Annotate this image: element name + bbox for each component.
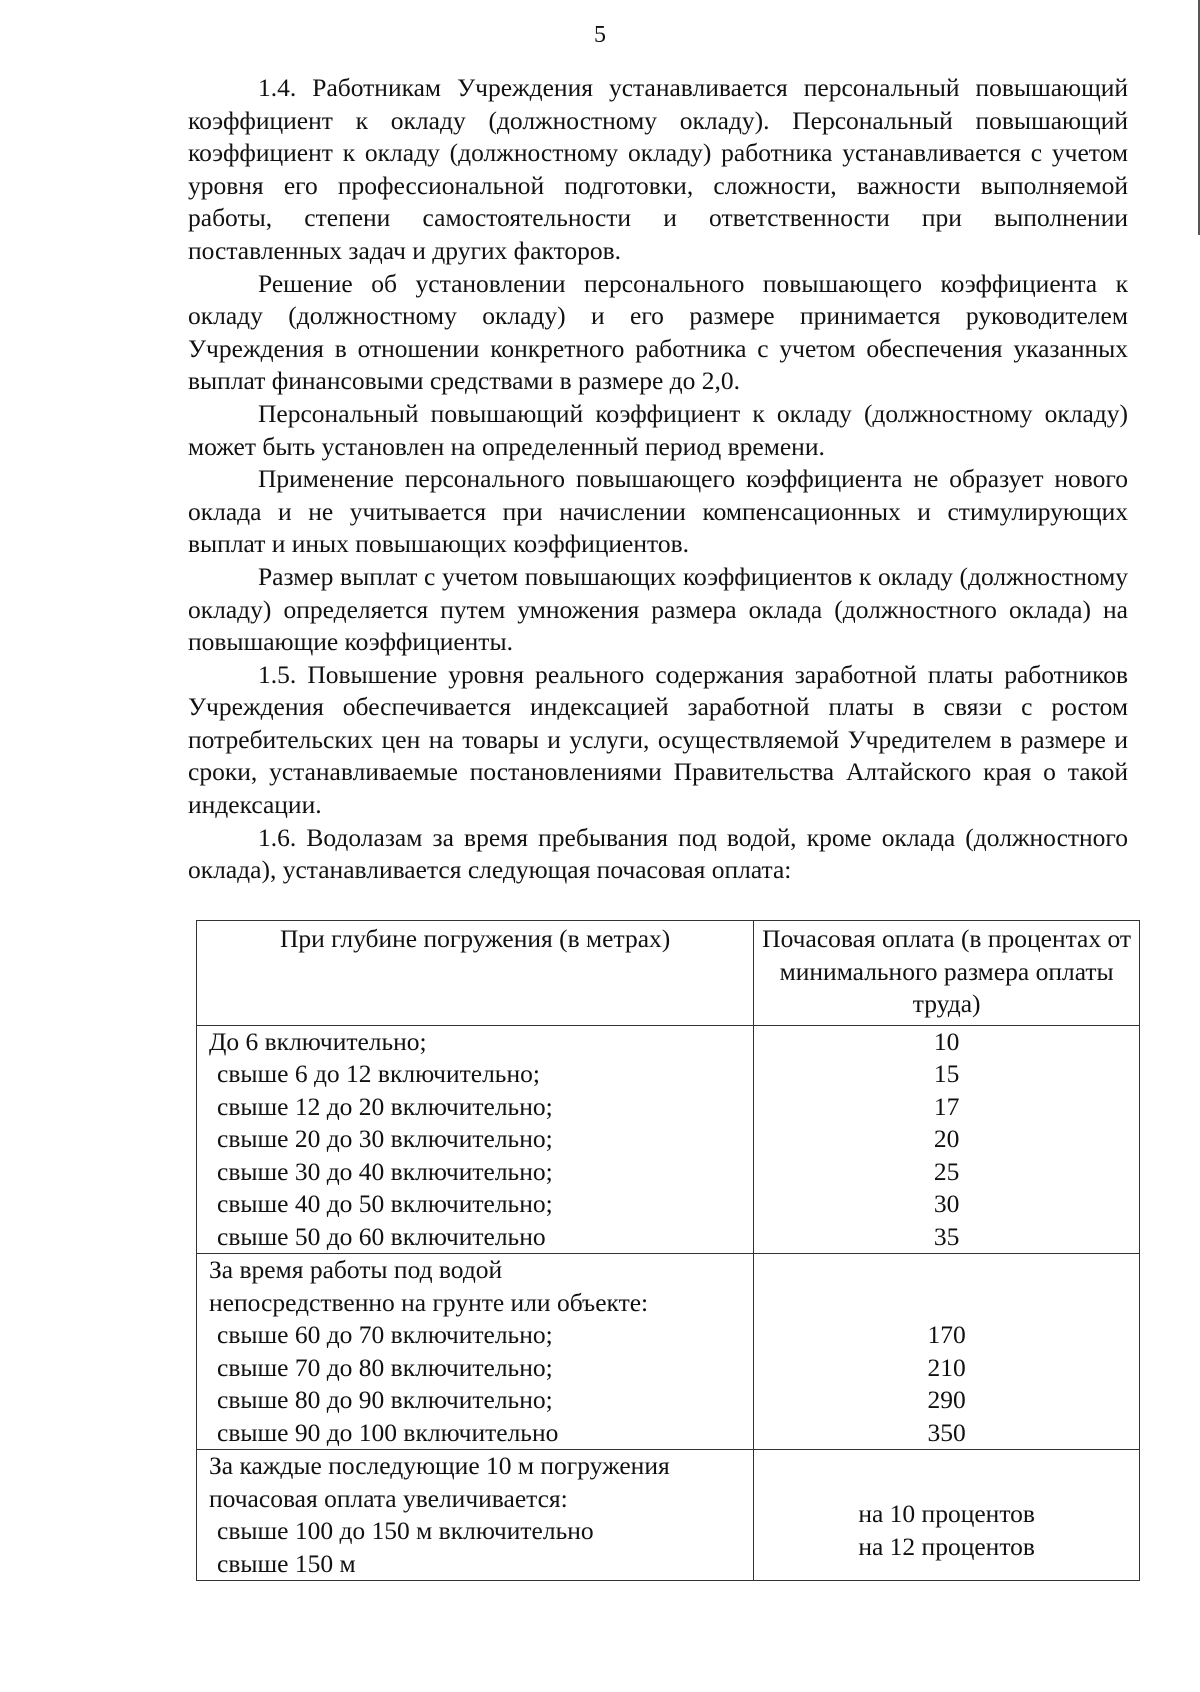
pay-value: 17 — [933, 1091, 960, 1121]
paragraph-1-5: 1.5. Повышение уровня реального содержания заработной платы работников Учреждения обеспечивается индексацией заработной платы в связи с ростом потребительских цен на товары и услуги, осуществляемой Учредителем в размере и сроки, устанавливаемые постановлениями Правительства Алтайского края о такой индексации. — [188, 659, 1128, 820]
section-intro: За каждые последующие 10 м погружения — [209, 1451, 670, 1480]
depth-label: свыше 70 до 80 включительно; — [217, 1352, 553, 1382]
depth-label: свыше 50 до 60 включительно — [217, 1221, 546, 1251]
document-body — [188, 72, 1128, 887]
depth-cell — [197, 1254, 754, 1450]
section-intro: непосредственно на грунте или объекте: — [209, 1287, 649, 1317]
pay-value: на 12 процентов — [858, 1531, 1035, 1561]
depth-label: свыше 6 до 12 включительно; — [217, 1059, 540, 1088]
depth-cell — [197, 1450, 754, 1581]
pay-value: 15 — [933, 1059, 960, 1088]
pay-value: на 10 процентов — [858, 1499, 1035, 1528]
section-intro: За время работы под водой — [209, 1255, 503, 1284]
pay-cell — [754, 1450, 1140, 1581]
table-header-row — [197, 921, 1140, 1026]
paragraph-application: Применение персонального повышающего коэффициента не образует нового оклада и не учитывается при начислении компенсационных и стимулирующих выплат и иных повышающих коэффициентов. — [188, 464, 1128, 559]
depth-label: свыше 80 до 90 включительно; — [217, 1385, 553, 1414]
table-row — [197, 1254, 1140, 1450]
depth-label: До 6 включительно; — [209, 1026, 427, 1056]
pay-value: 210 — [927, 1352, 966, 1382]
spacer — [754, 1254, 1139, 1287]
depth-label: свыше 12 до 20 включительно; — [217, 1091, 553, 1121]
paragraph-period: Персональный повышающий коэффициент к окладу (должностному окладу) может быть установлен на определенный период времени. — [188, 398, 1128, 461]
paragraph-decision: Решение об установлении персонального повышающего коэффициента к окладу (должностному окладу) и его размере принимается руководителем Учреждения в отношении конкретного работника с учетом обеспечения указанных выплат финансовыми средствами в размере до 2,0. — [188, 268, 1128, 396]
pay-value: 10 — [933, 1026, 960, 1056]
header-pay: Почасовая оплата (в процентах от минимального размера оплаты труда) — [754, 921, 1140, 1026]
depth-label: свыше 150 м — [217, 1548, 356, 1578]
depth-label: свыше 90 до 100 включительно — [217, 1417, 559, 1447]
spacer — [754, 1287, 1139, 1320]
pay-value: 35 — [933, 1221, 960, 1251]
section-intro: почасовая оплата увеличивается: — [209, 1483, 568, 1513]
page-number: 5 — [594, 22, 606, 48]
paragraph-1-6: 1.6. Водолазам за время пребывания под водой, кроме оклада (должностного оклада), устанавливается следующая почасовая оплата: — [188, 822, 1128, 885]
pay-value: 350 — [927, 1417, 966, 1447]
pay-value: 25 — [933, 1156, 960, 1186]
pay-cell — [754, 1254, 1140, 1450]
depth-label: свыше 20 до 30 включительно; — [217, 1124, 553, 1153]
table-row — [197, 1025, 1140, 1254]
paragraph-1-4: 1.4. Работникам Учреждения устанавливается персональный повышающий коэффициент к окладу (должностному окладу). Персональный повышающий коэффициент к окладу (должностному окладу) работника устанавливается с учетом уровня его профессиональной подготовки, сложности, важности выполняемой работы, степени самостоятельности и ответственности при выполнении поставленных задач и других факторов. — [188, 73, 1128, 265]
diver-pay-table — [196, 920, 1140, 1581]
depth-label: свыше 30 до 40 включительно; — [217, 1156, 553, 1186]
table-row — [197, 1450, 1140, 1581]
pay-cell — [754, 1025, 1140, 1254]
depth-cell — [197, 1025, 754, 1254]
pay-value: 170 — [927, 1320, 966, 1349]
depth-label: свыше 60 до 70 включительно; — [217, 1320, 553, 1349]
pay-value: 30 — [933, 1189, 960, 1218]
pay-value: 290 — [927, 1385, 966, 1414]
depth-label: свыше 100 до 150 м включительно — [217, 1516, 594, 1545]
header-depth: При глубине погружения (в метрах) — [197, 921, 754, 1026]
pay-value: 20 — [933, 1124, 960, 1153]
depth-label: свыше 40 до 50 включительно; — [217, 1189, 553, 1218]
paragraph-size: Размер выплат с учетом повышающих коэффициентов к окладу (должностному окладу) определяется путем умножения размера оклада (должностного оклада) на повышающие коэффициенты. — [188, 561, 1128, 657]
